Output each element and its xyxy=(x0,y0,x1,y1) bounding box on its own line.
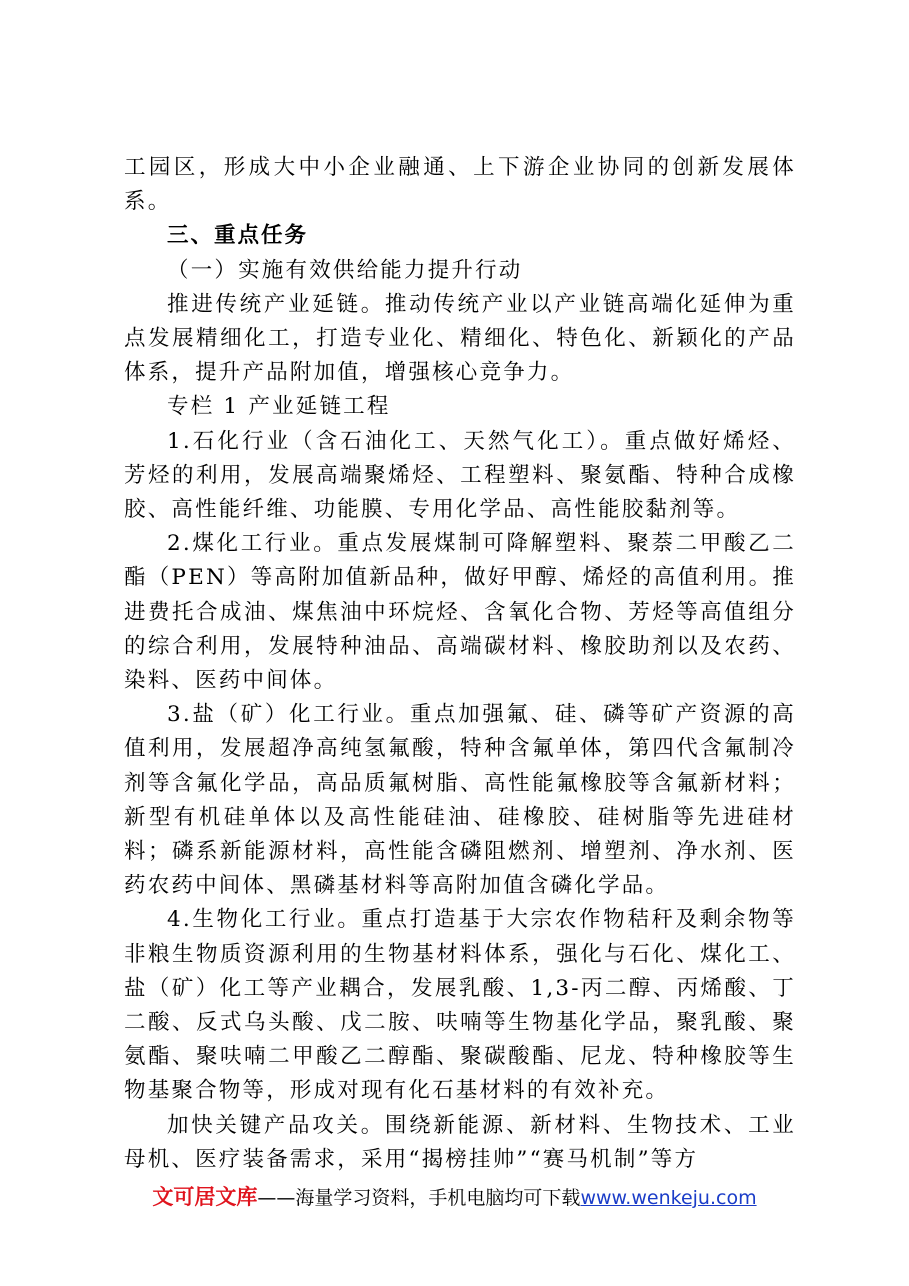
section-heading: 三、重点任务 xyxy=(167,223,309,249)
paragraph-industry-extension: 推进传统产业延链。推动传统产业以产业链高端化延伸为重点发展精细化工，打造专业化、精细化、特色化、新颖化的产品体系，提升产品附加值，增强核心竞争力。 xyxy=(124,291,796,386)
list-item-coal-chemical: 2.煤化工行业。重点发展煤制可降解塑料、聚萘二甲酸乙二酯（PEN）等高附加值新品种，做好甲醇、烯烃的高值利用。推进费托合成油、煤焦油中环烷烃、含氧化合物、芳烃等高值组分的综合利用，发展特种油品、高端碳材料、橡胶助剂以及农药、染料、医药中间体。 xyxy=(124,531,796,694)
paragraph-key-products: 加快关键产品攻关。围绕新能源、新材料、生物技术、工业母机、医疗装备需求，采用“揭榜挂帅”“赛马机制”等方 xyxy=(124,1112,796,1172)
subsection-heading: （一）实施有效供给能力提升行动 xyxy=(167,257,523,283)
list-item-bio-chemical: 4.生物化工行业。重点打造基于大宗农作物秸秆及剩余物等非粮生物质资源利用的生物基材料体系，强化与石化、煤化工、盐（矿）化工等产业耦合，发展乳酸、1,3-丙二醇、丙烯酸、丁二酸、反式乌头酸、戊二胺、呋喃等生物基化学品，聚乳酸、聚氨酯、聚呋喃二甲酸乙二醇酯、聚碳酸酯、尼龙、特种橡胶等生物基聚合物等，形成对现有化石基材料的有效补充。 xyxy=(124,907,796,1104)
list-item-petrochemical: 1.石化行业（含石油化工、天然气化工）。重点做好烯烃、芳烃的利用，发展高端聚烯烃、工程塑料、聚氨酯、特种合成橡胶、高性能纤维、功能膜、专用化学品、高性能胶黏剂等。 xyxy=(124,428,796,523)
paragraph-continuation: 工园区，形成大中小企业融通、上下游企业协同的创新发展体系。 xyxy=(124,155,796,215)
footer-banner xyxy=(0,1181,909,1211)
footer-slogan: ——海量学习资料，手机电脑均可下载 xyxy=(257,1187,581,1209)
footer-link[interactable]: www.wenkeju.com xyxy=(580,1187,757,1209)
list-item-salt-chemical: 3.盐（矿）化工行业。重点加强氟、硅、磷等矿产资源的高值利用，发展超净高纯氢氟酸，特种含氟单体，第四代含氟制冷剂等含氟化学品，高品质氟树脂、高性能氟橡胶等含氟新材料；新型有机硅单体以及高性能硅油、硅橡胶、硅树脂等先进硅材料；磷系新能源材料，高性能含磷阻燃剂、增塑剂、净水剂、医药农药中间体、黑磷基材料等高附加值含磷化学品。 xyxy=(124,702,796,899)
column-title: 专栏 1 产业延链工程 xyxy=(167,394,391,420)
document-body xyxy=(124,151,796,1177)
footer-brand: 文可居文库 xyxy=(152,1185,258,1209)
